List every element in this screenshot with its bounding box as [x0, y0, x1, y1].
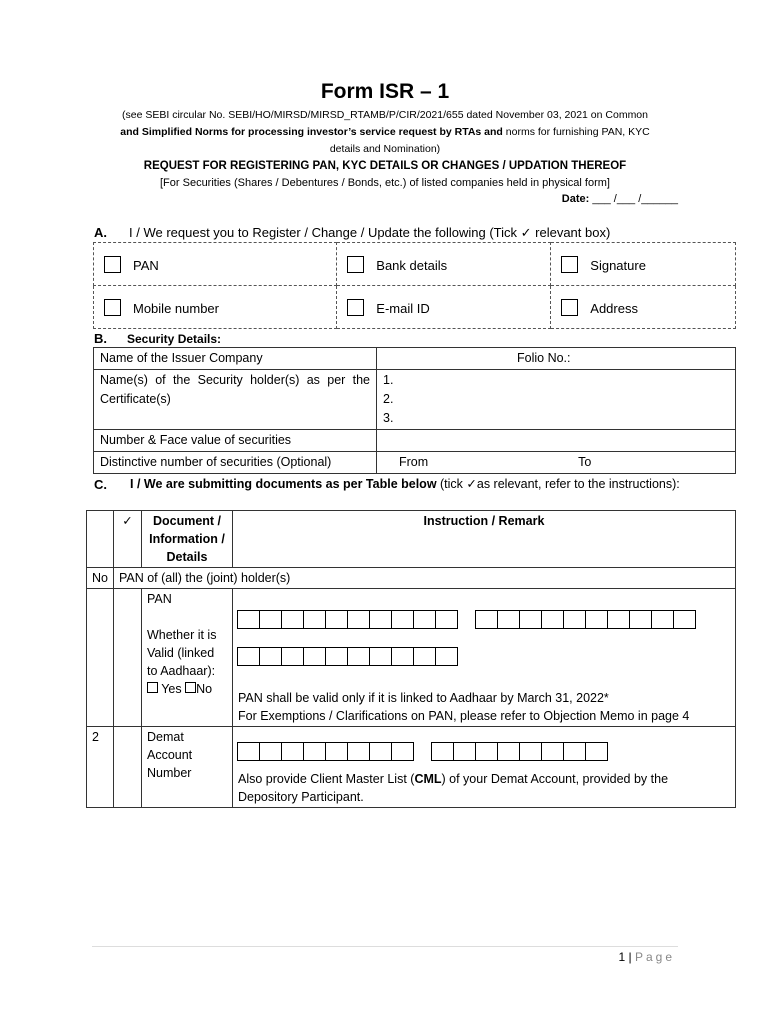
issuer-label: Name of the Issuer Company	[94, 348, 377, 370]
option-email[interactable]: E-mail ID	[337, 286, 551, 329]
form-title: Form ISR – 1	[320, 80, 450, 103]
instruction-column-header: Instruction / Remark	[232, 511, 735, 568]
holders-label: Name(s) of the Security holder(s) as per the Certificate(s)	[94, 370, 377, 430]
checkbox-signature[interactable]	[561, 256, 578, 273]
update-options-table	[93, 242, 736, 329]
section-b-heading: B. Security Details:	[94, 331, 222, 346]
section-a-heading: A. I / We request you to Register / Change / Update the following (Tick ✓ relevant box)	[94, 225, 611, 240]
option-signature[interactable]: Signature	[551, 243, 736, 286]
option-mobile[interactable]: Mobile number	[94, 286, 337, 329]
row2-remark-cell: Also provide Client Master List (CML) of your Demat Account, provided by the Depository Participant.	[232, 727, 735, 808]
security-details-table	[93, 347, 736, 474]
tick-column-header: ✓	[113, 511, 141, 568]
valid-options: Yes No	[147, 680, 227, 698]
pan-boxes-1[interactable]	[238, 610, 730, 634]
row2-tick-cell[interactable]	[113, 727, 141, 808]
holders-field[interactable]: 1. 2. 3.	[377, 370, 736, 430]
row-number: 2	[87, 727, 114, 808]
face-value-field[interactable]	[377, 430, 736, 452]
face-value-label: Number & Face value of securities	[94, 430, 377, 452]
documents-table	[86, 510, 736, 808]
folio-label: Folio No.:	[517, 351, 571, 365]
issuer-folio-field[interactable]	[377, 348, 736, 370]
distinctive-field[interactable]: From To	[377, 452, 736, 474]
row2-doc-cell: Demat Account Number	[141, 727, 232, 808]
checkbox-no[interactable]	[185, 682, 196, 693]
demat-boxes[interactable]	[238, 742, 730, 766]
circular-reference-3: details and Nomination)	[329, 143, 441, 155]
checkbox-email[interactable]	[347, 299, 364, 316]
pan-boxes-2[interactable]	[238, 647, 730, 671]
page-footer: 1 | Page	[618, 950, 675, 964]
checkbox-pan[interactable]	[104, 256, 121, 273]
row1-doc-cell: PAN Whether it is Valid (linked to Aadhaar): Yes No	[141, 589, 232, 727]
footer-divider	[92, 946, 678, 947]
checkbox-mobile[interactable]	[104, 299, 121, 316]
section-c-heading: C. I / We are submitting documents as per Table below (tick ✓as relevant, refer to the instructions):	[94, 477, 680, 492]
circular-reference: (see SEBI circular No. SEBI/HO/MIRSD/MIRSD_RTAMB/P/CIR/2021/655 dated November 03, 2021 on Common	[122, 109, 648, 121]
row1-title: PAN of (all) the (joint) holder(s)	[113, 568, 735, 589]
distinctive-label: Distinctive number of securities (Optional)	[94, 452, 377, 474]
checkbox-yes[interactable]	[147, 682, 158, 693]
checkbox-address[interactable]	[561, 299, 578, 316]
scope-note: [For Securities (Shares / Debentures / Bonds, etc.) of listed companies held in physical form]	[160, 177, 610, 189]
checkbox-bank-details[interactable]	[347, 256, 364, 273]
circular-reference-2: and Simplified Norms for processing investor’s service request by RTAs and norms for furnishing PAN, KYC	[120, 126, 650, 138]
row1-tick-cell[interactable]	[113, 589, 141, 727]
request-heading: REQUEST FOR REGISTERING PAN, KYC DETAILS OR CHANGES / UPDATION THEREOF	[143, 160, 627, 172]
option-address[interactable]: Address	[551, 286, 736, 329]
row-number: No	[87, 568, 114, 589]
option-bank-details[interactable]: Bank details	[337, 243, 551, 286]
row1-remark-cell: PAN shall be valid only if it is linked to Aadhaar by March 31, 2022* For Exemptions / Clarifications on PAN, please refer to Objection Memo in page 4	[232, 589, 735, 727]
date-field[interactable]: Date: ___ /___ /______	[561, 193, 678, 205]
option-pan[interactable]: PAN	[94, 243, 337, 286]
document-column-header: Document / Information / Details	[141, 511, 232, 568]
